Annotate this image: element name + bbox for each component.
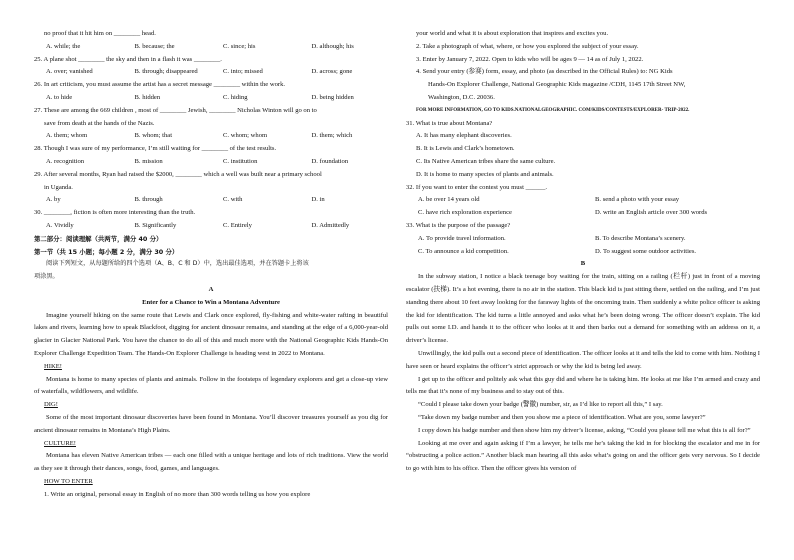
option: A. recognition [46, 157, 85, 165]
passage-b-paragraph-6: I copy down his badge number and then show him my driver’s license, asking, “Could you please tell me what this is all for?” [418, 426, 751, 434]
entry-step-1-cont: your world and what it is about exploration that inspires and excites you. [416, 30, 609, 37]
question-29-stem-cont: in Uganda. [44, 183, 73, 191]
section-1-heading: 第一节（共 15 小题；每小题 2 分，满分 30 分） [34, 247, 179, 256]
option: B. because; the [134, 42, 175, 50]
question-29-options [34, 194, 388, 207]
option: C. institution [223, 157, 258, 165]
option: C. To announce a kid competition. [418, 247, 509, 255]
question-32-stem: 32. If you want to enter the contest you must ______. [406, 183, 548, 191]
passage-b-paragraph-7: Looking at me over and again asking if I’m a lawyer, he tells me he’s taking the kid in for blocking the escalator and me in for “obstructing a police action.” Another black man hearing all this asks what’s going on and the officer gets very nervous. So I decide to go with him to his office. Then the officer gives his version of [406, 439, 760, 473]
question-25-options [34, 66, 388, 79]
question-27-stem: 27. These are among the 669 children , most of ________ Jewish, ________ Nicholas Winton will go on to [34, 106, 317, 114]
right-column [406, 28, 760, 476]
question-33-options-row-2 [406, 246, 760, 259]
question-28-stem: 28. Though I was sure of my performance, I’m still waiting for ________ of the test results. [34, 145, 277, 153]
option: D. foundation [311, 157, 349, 165]
entry-step-4-address: Washington, D.C. 20036. [428, 93, 495, 101]
option: D. write an English article over 300 words [595, 209, 708, 217]
entry-step-1: 1. Write an original, personal essay in English of no more than 300 words telling us how you explore [44, 490, 311, 498]
option: B. through [134, 196, 163, 204]
question-33-options-row-1 [406, 233, 760, 246]
option: C. since; his [223, 42, 256, 50]
passage-b-paragraph-1: In the subway station, I notice a black teenage boy waiting for the train, sitting on a railing (栏杆) just in front of a moving escalator (扶梯). It’s a hot evening, there is no air in the station. This black kid is just sitting there, settled on the railing, and I’m just standing there about 10 feet away looking for the faraway lights of the oncoming train. Then suddenly a white police officer is asking the kid for identification. The kid turns a little annoyed and asks what he’s been doing wrong. The officer doesn’t explain. The kid pulls out some I.D. and hands it to the officer who looks at it and then barks out a demand for something with an address on it, a driver’s license. [406, 273, 760, 345]
option: D. although; his [311, 42, 354, 50]
option: A. It has many elephant discoveries. [416, 132, 512, 140]
passage-b-paragraph-2: Unwillingly, the kid pulls out a second piece of identification. The officer looks at it and tells the kid to come with him. Nothing I have seen or heard explains the officer’s strict approach or why the kid is being led away. [406, 349, 760, 370]
option: B. hidden [134, 93, 161, 101]
question-24-options [34, 41, 388, 54]
instructions-line-1: 阅读下列短文，从每题所给的四个选项（A、B、C 和 D）中，选出最佳选项，并在答题卡上将该 [46, 260, 309, 268]
entry-step-3: 3. Enter by January 7, 2022. Open to kids who will be ages 9 — 14 as of July 1, 2022. [416, 55, 644, 63]
option: C. with [223, 196, 243, 204]
option: A. To provide travel information. [418, 234, 506, 242]
option: C. Its Native American tribes share the same culture. [416, 157, 556, 165]
passage-a-label: A [208, 285, 214, 293]
question-30-options [34, 220, 388, 233]
part-2-heading: 第二部分：阅读理解（共两节，满分 40 分） [34, 234, 163, 243]
option: B. whom; that [134, 132, 173, 140]
dig-paragraph: Some of the most important dinosaur discoveries have been found in Montana. You’ll discover treasures yourself as you dig for ancient dinosaur remains in Montana’s High Plains. [34, 413, 388, 434]
option: D. To suggest some outdoor activities. [595, 247, 697, 255]
option: D. across; gone [311, 68, 353, 76]
passage-b-paragraph-5: “Take down my badge number and then you show me a piece of identification. What are you, some lawyer?” [418, 413, 706, 421]
passage-a-title: Enter for a Chance to Win a Montana Adventure [142, 298, 280, 306]
option: B. through; disappeared [134, 68, 198, 76]
option: B. send a photo with your essay [595, 196, 680, 204]
question-27-stem-cont: save from death at the hands of the Nazis. [44, 119, 155, 127]
hike-heading: HIKE! [44, 362, 62, 370]
entry-step-4: 4. Send your entry (参赛) form, essay, and photo (as described in the Official Rules) to: NG Kids [416, 68, 673, 76]
culture-heading: CULTURE! [44, 439, 76, 447]
left-column [34, 28, 388, 501]
option: D. It is home to many species of plants and animals. [416, 170, 554, 178]
option: D. being hidden [311, 93, 354, 101]
option: D. Admittedly [311, 221, 350, 229]
culture-paragraph: Montana has eleven Native American tribes — each one filled with a unique heritage and lots of rich traditions. View the world as they see it through their dances, songs, food, games, and languages. [34, 452, 388, 473]
option: C. Entirely [223, 221, 252, 229]
option: B. mission [134, 157, 163, 165]
passage-a-intro: Imagine yourself hiking on the same route that Lewis and Clark once explored, fly-fishing and white-water rafting in beautiful lakes and rivers, learning how to speak Blackfoot, digging for ancient dinosaur remains, and standing at the edge of a 6,000-year-old glacier in Glacier National Park. You have the chance to do all of this and much more with the National Geographic Kids Hands-On Explorer Challenge Expedition Team. The Hands-On Explorer Challenge is heading west in 2022 to Montana. [34, 311, 388, 357]
question-33-stem: 33. What is the purpose of the passage? [406, 221, 511, 229]
option: A. while; the [46, 42, 81, 50]
question-31-stem: 31. What is true about Montana? [406, 119, 493, 127]
option: C. hiding [223, 93, 248, 101]
entry-step-2: 2. Take a photograph of what, where, or how you explored the subject of your essay. [416, 42, 639, 50]
option: A. by [46, 196, 61, 204]
passage-b-paragraph-4: “Could I please take down your badge (警徽) number, sir, as I’d like to report all this,” I say. [418, 401, 663, 409]
passage-b-paragraph-3: I get up to the officer and politely ask what this guy did and where he is taking him. He looks at me like I’m armed and crazy and tells me that it’s none of my business and to stay out of this. [406, 375, 760, 396]
hike-paragraph: Montana is home to many species of plants and animals. Follow in the footsteps of legendary explorers and get a close-up view of waterfalls, wildflowers, and wildlife. [34, 375, 388, 396]
option: C. have rich exploration experience [418, 209, 512, 217]
option: D. them; which [311, 132, 353, 140]
question-27-options [34, 130, 388, 143]
option: B. It is Lewis and Clark’s hometown. [416, 145, 515, 153]
question-26-options [34, 92, 388, 105]
question-30-stem: 30. ________, fiction is often more interesting than the truth. [34, 209, 196, 217]
more-info-link[interactable]: FOR MORE INFORMATION, GO TO KIDS.NATIONALGEOGRAPHIC. COM/KIDS/CONTESTS/EXPLORER- TRIP-2022. [416, 107, 690, 113]
dig-heading: DIG! [44, 401, 58, 409]
option: A. them; whom [46, 132, 88, 140]
question-24-stem-end: no proof that it hit him on ________ head. [44, 30, 156, 37]
entry-step-4-cont: Hands-On Explorer Challenge, National Geographic Kids magazine /CDH, 1145 17th Street NW, [428, 81, 686, 89]
option: D. in [311, 196, 325, 204]
option: A. over; vanished [46, 68, 93, 76]
question-32-options-row-1 [406, 194, 760, 207]
question-25-stem: 25. A plane shot ________ the sky and then in a flash it was ________. [34, 55, 222, 63]
how-to-enter-heading: HOW TO ENTER [44, 477, 93, 485]
question-32-options-row-2 [406, 207, 760, 220]
option: A. be over 14 years old [418, 196, 480, 204]
option: C. into; missed [223, 68, 263, 76]
option: A. Vividly [46, 221, 74, 229]
option: B. To describe Montana’s scenery. [595, 234, 686, 242]
option: A. to hide [46, 93, 73, 101]
passage-b-label: B [580, 260, 586, 268]
option: B. Significantly [134, 221, 177, 229]
question-29-stem: 29. After several months, Ryan had raised the $2000, ________ which a well was built near a primary school [34, 170, 322, 178]
question-26-stem: 26. In art criticism, you must assume the artist has a secret message ________ within the work. [34, 81, 286, 89]
instructions-line-2: 项涂黑。 [34, 273, 59, 281]
question-28-options [34, 156, 388, 169]
option: C. whom; whom [223, 132, 268, 140]
